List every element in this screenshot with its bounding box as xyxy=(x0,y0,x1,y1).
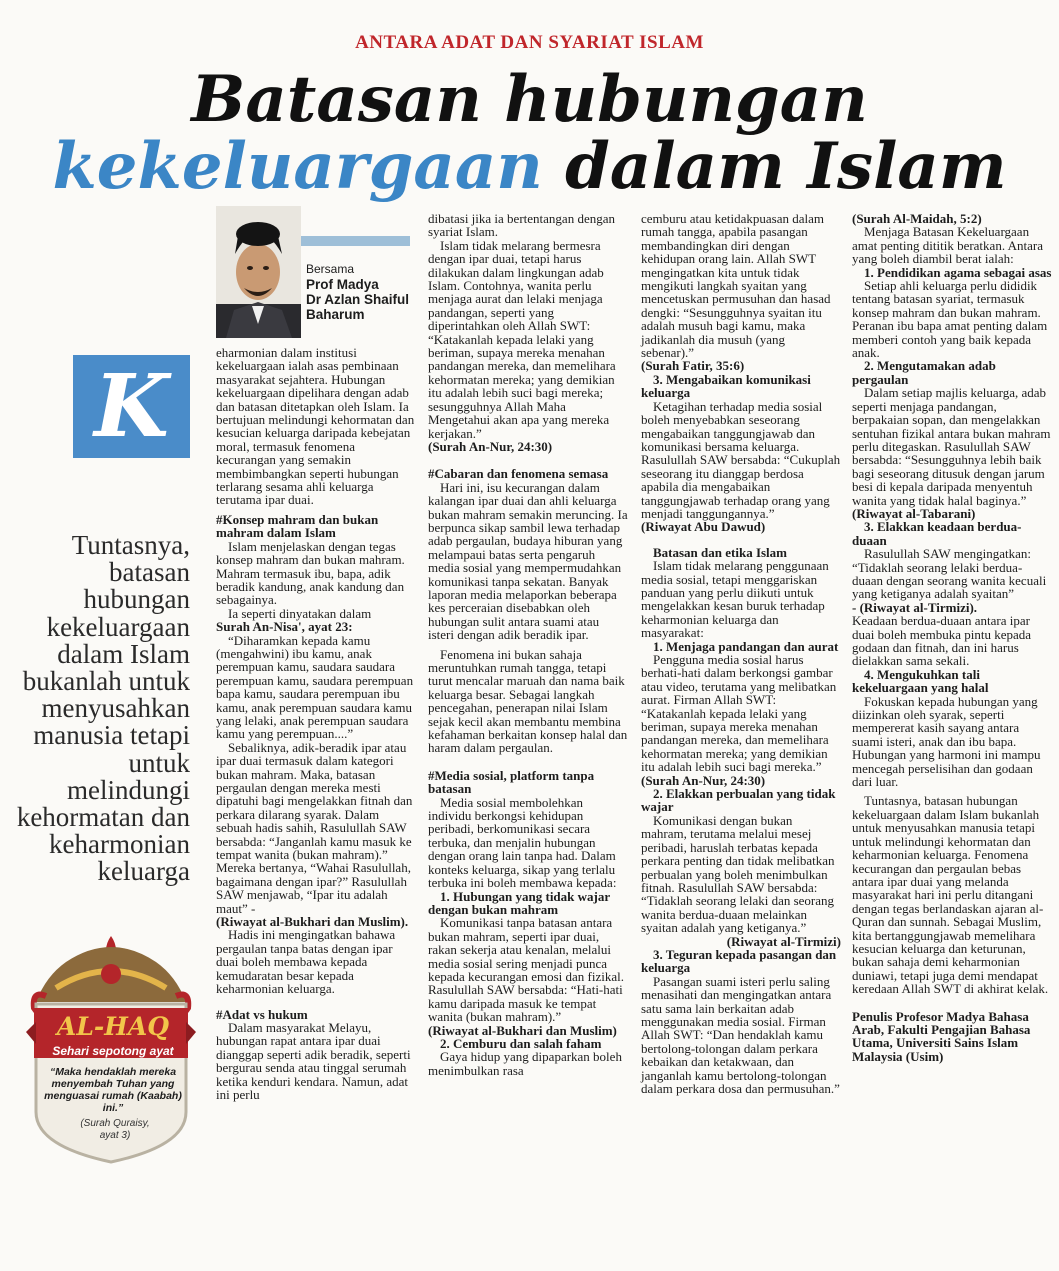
numbered-heading: 2. Cemburu dan salah faham xyxy=(440,1035,602,1051)
citation: (Riwayat Abu Dawud) xyxy=(641,519,766,535)
paragraph: Ia seperti dinyatakan dalam xyxy=(228,605,372,621)
numbered-heading: 4. Mengukuhkan tali kekeluargaan yang halal xyxy=(852,666,989,696)
paragraph: Islam tidak melarang bermesra dengan ipar duai, tetapi harus dilakukan dalam lingkungan adab Islam. Contohnya, wanita perlu menjaga aurat dan lelaki menjaga pandangan, seperti yang diperintahkan oleh Allah SWT: “Katakanlah kepada lelaki yang beriman, supaya mereka menahan pandangan mereka, dan memelihara kehormatan mereka; yang demikian itu adalah lebih suci bagi mereka; sesungguhnya Allah Maha Mengetahui akan apa yang mereka kerjakan.” xyxy=(428,237,616,441)
pull-quote: Tuntasnya, batasan hubungan kekeluargaan dalam Islam bukanlah untuk menyusahkan manusia tetapi untuk melindungi kehormatan dan keharmonian keluarga xyxy=(16,530,190,887)
paragraph: Fenomena ini bukan sahaja meruntuhkan rumah tangga, tetapi turut mencalar maruah dan nama baik keluarga besar. Sebagai langkah pencegahan, penerapan nilai Islam sejak kecil akan membantu membina kefahaman berkaitan konsep halal dan haram dalam pergaulan. xyxy=(428,646,628,756)
author-name-line-1: Prof Madya xyxy=(306,277,379,292)
paragraph: Dalam masyarakat Melayu, hubungan rapat antara ipar duai dianggap seperti adik beradik, seperti bergurau senda atau tinggal serumah ketika kenduri kendara. Namun, adat ini perlu xyxy=(216,1019,411,1102)
headline-line-2 xyxy=(0,129,1059,204)
numbered-heading: 3. Elakkan keadaan berdua-duaan xyxy=(852,519,1022,548)
al-haq-subtitle: Sehari sepotong ayat xyxy=(52,1044,174,1058)
paragraph: Dalam setiap majlis keluarga, adab seperti menjaga pandangan, berpakaian sopan, dan mengelakkan sentuhan fizikal antara bukan mahram perlu ditegaskan. Rasulullah SAW bersabda: “Sesungguhnya lebih baik bagi seseorang ditusuk dengan jarum besi di kepala daripada menyentuh wanita yang tidak halal baginya.” xyxy=(852,385,1051,508)
paragraph: Fokuskan kepada hubungan yang diizinkan oleh syarak, seperti mempererat kasih sayang antara suami isteri, anak dan ibu bapa. Hubungan yang harmoni ini mampu mencegah perselisihan dan godaan dari luar. xyxy=(852,693,1041,790)
numbered-heading: 1. Hubungan yang tidak wajar dengan bukan mahram xyxy=(428,888,610,917)
byline-label: Bersama xyxy=(306,262,355,276)
citation: (Surah Fatir, 35:6) xyxy=(641,358,745,374)
paragraph: Komunikasi dengan bukan mahram, terutama melalui mesej peribadi, haruslah terbatas kepada perkara penting dan tidak melibatkan perbualan yang boleh menimbulkan fitnah. Rasulullah SAW bersabda: “Tidaklah seorang lelaki dan seorang wanita berdua-duaan melainkan syaitan adalah yang ketiganya.” xyxy=(641,812,835,936)
subheading: Batasan dan etika Islam xyxy=(653,544,787,560)
citation: - (Riwayat al-Tirmizi). xyxy=(852,599,978,615)
paragraph: Rasulullah SAW mengingatkan: “Tidaklah seorang lelaki berdua-duaan dengan seorang wanita kecuali yang ketiganya adalah syaitan” xyxy=(852,546,1047,602)
al-haq-source: (Surah Quraisy, ayat 3) xyxy=(80,1118,150,1141)
paragraph: Sebaliknya, adik-beradik ipar atau ipar duai termasuk dalam kategori bukan mahram. Maka, batasan pergaulan dengan mereka mesti dipatuhi bagi mengelakkan fitnah dan perkara dilarang syarak. Dalam sebuah hadis sahih, Rasulullah SAW bersabda: “Janganlah kamu masuk ke tempat wanita (bukan mahram).” Mereka bertanya, “Wahai Rasulullah, bagaimana dengan ipar?” Rasulullah SAW menjawab, “Ipar itu adalah maut” - xyxy=(216,739,413,916)
al-haq-quote: “Maka hendaklah mereka menyembah Tuhan yang menguasai rumah (Kaabah) ini.” xyxy=(44,1066,182,1114)
subheading: #Konsep mahram dan bukan mahram dalam Islam xyxy=(216,511,379,541)
author-photo xyxy=(216,206,301,338)
headline-line-1: Batasan hubungan xyxy=(191,62,868,137)
article-column-3 xyxy=(641,212,841,1095)
al-haq-title: AL-HAQ xyxy=(56,1012,170,1041)
numbered-heading: 3. Mengabaikan komunikasi keluarga xyxy=(641,371,811,401)
paragraph: Gaya hidup yang dipaparkan boleh menimbulkan rasa xyxy=(428,1049,622,1078)
paragraph: Pasangan suami isteri perlu saling menasihati dan mengingatkan antara satu sama lain berkaitan adab menggunakan media sosial. Firman Allah SWT: “Dan hendaklah kamu bertolong-tolongan dalam perkara kebaikan dan ketakwaan, dan janganlah kamu bertolong-tolongan dalam perkara dosa dan permusuhan.” xyxy=(641,973,840,1096)
paragraph: Menjaga Batasan Kekeluargaan amat penting dititik beratkan. Antara yang boleh diambil berat ialah: xyxy=(852,224,1043,267)
subheading: #Cabaran dan fenomena semasa xyxy=(428,466,609,482)
paragraph: Tuntasnya, batasan hubungan kekeluargaan dalam Islam bukanlah untuk menyusahkan manusia tetapi untuk melindungi kehormatan dan keharmonian keluarga. Fenomena kecurangan dan pergaulan bebas antara ipar duai yang melanda masyarakat hari ini perlu ditangani dengan tegas berlandaskan ajaran al-Quran dan sunnah. Sebagai Muslim, kita bertanggungjawab memelihara kesucian keluarga dan keturunan, bukan sahaja demi keharmonian duniawi, tetapi juga demi mendapat keredaan Allah SWT di akhirat kelak. xyxy=(852,793,1049,997)
paragraph: eharmonian dalam institusi kekeluargaan ialah asas pembinaan masyarakat sejahtera. Hubungan kekeluargaan dipelihara dengan adab dan batasan ditetapkan oleh Islam. Ia bertujuan melindungi kehormatan dan kesucian keluarga daripada kebejatan moral, termasuk fenomena kecurangan yang semakin membimbangkan seperti hubungan terlarang sesama ahli keluarga terutama ipar duai. xyxy=(216,345,415,508)
citation: (Riwayat al-Bukhari dan Muslim). xyxy=(216,914,409,930)
paragraph: dibatasi jika ia bertentangan dengan syariat Islam. xyxy=(428,211,615,240)
citation: (Surah An-Nur, 24:30) xyxy=(428,438,553,454)
citation: (Surah Al-Maidah, 5:2) xyxy=(852,211,982,226)
article-column-2 xyxy=(428,212,628,1077)
author-name-line-3: Baharum xyxy=(306,307,365,322)
paragraph: Islam menjelaskan dengan tegas konsep mahram dan bukan mahram. Mahram termasuk ibu, bapa, adik beradik kandung, anak kandung dan sebagainya. xyxy=(216,538,405,608)
kicker: ANTARA ADAT DAN SYARIAT ISLAM xyxy=(355,32,704,53)
numbered-heading: 1. Pendidikan agama sebagai asas xyxy=(864,264,1052,280)
citation: (Riwayat al-Tirmizi) xyxy=(726,933,841,949)
paragraph: Hari ini, isu kecurangan dalam kalangan ipar duai dan ahli keluarga bukan mahram semakin meruncing. Ia berpunca sikap sambil lewa terhadap adab pergaulan, budaya hiburan yang melampaui batas serta pengaruh media sosial yang mempermudahkan komunikasi tanpa sekatan. Banyak laporan media melaporkan beberapa kes perceraian disebabkan oleh hubungan sulit antara suami atau isteri dengan adik beradik ipar. xyxy=(428,479,628,643)
paragraph: Media sosial membolehkan individu berkongsi kehidupan peribadi, berkomunikasi secara terbuka, dan menjalin hubungan dengan orang lain tanpa had. Dalam konteks keluarga, sikap yang terlalu terbuka ini boleh membawa kepada: xyxy=(428,794,617,891)
paragraph: Komunikasi tanpa batasan antara bukan mahram, seperti ipar duai, rakan sekerja atau kenalan, melalui media sosial sering menjadi punca kepada kecurangan emosi dan fizikal. Rasulullah SAW bersabda: “Hati-hati kamu daripada masuk ke tempat wanita (bukan mahram).” xyxy=(428,915,624,1025)
paragraph: Islam tidak melarang penggunaan media sosial, tetapi menggariskan panduan yang perlu diikuti untuk mengelakkan kesan buruk terhadap keharmonian keluarga dan masyarakat: xyxy=(641,558,829,641)
citation: (Riwayat al-Tabarani) xyxy=(852,505,976,521)
byline xyxy=(306,262,416,322)
numbered-heading: 1. Menjaga pandangan dan aurat xyxy=(653,638,839,654)
paragraph: Setiap ahli keluarga perlu dididik tentang batasan syariat, termasuk konsep mahram dan bukan mahram. Peranan ibu bapa amat penting dalam memberi contoh yang baik kepada anak. xyxy=(852,278,1048,361)
author-credit: Penulis Profesor Madya Bahasa Arab, Fakulti Pengajian Bahasa Utama, Universiti Sains Islam Malaysia (Usim) xyxy=(852,1008,1031,1064)
article-column-1 xyxy=(216,346,416,1101)
paragraph: Ketagihan terhadap media sosial boleh menyebabkan seseorang mengabaikan tanggungjawab dan komunikasi bersama keluarga. Rasulullah SAW bersabda: “Cukuplah seseorang itu dianggap berdosa apabila dia mengabaikan tanggungjawab terhadap orang yang menjadi tanggungannya.” xyxy=(641,398,841,521)
numbered-heading: 2. Elakkan perbualan yang tidak wajar xyxy=(641,786,836,815)
paragraph: Hadis ini mengingatkan bahawa pergaulan tanpa batas dengan ipar duai boleh membawa kepada kemudaratan besar kepada keharmonian keluarga. xyxy=(216,927,396,997)
paragraph: Keadaan berdua-duaan antara ipar duai boleh membuka pintu kepada godaan dan fitnah, dan ini harus dielakkan sama sekali. xyxy=(852,613,1032,669)
quote-paragraph: “Diharamkan kepada kamu (mengahwini) ibu kamu, anak perempuan kamu, saudara saudara perempuan kamu, saudara perempuan bapa kamu, saudara perempuan ibu kamu, anak perempuan saudara kamu yang lelaki, anak perempuan saudara kamu yang perempuan....” xyxy=(216,632,414,742)
citation: (Riwayat al-Bukhari dan Muslim) xyxy=(428,1022,617,1038)
drop-cap: K xyxy=(73,355,190,458)
paragraph: Pengguna media sosial harus berhati-hati dalam berkongsi gambar atau video, terutama yang melibatkan aurat. Firman Allah SWT: “Katakanlah kepada lelaki yang beriman, supaya mereka menahan pandangan mereka, dan memelihara kehormatan mereka; yang demikian itu adalah lebih suci bagi mereka.” xyxy=(641,652,837,775)
author-name-line-2: Dr Azlan Shaiful xyxy=(306,292,410,307)
numbered-heading: 2. Mengutamakan adab pergaulan xyxy=(852,358,996,387)
headline-rest: dalam Islam xyxy=(565,129,1007,204)
subheading: #Adat vs hukum xyxy=(216,1006,308,1022)
citation: (Surah An-Nur, 24:30) xyxy=(641,772,766,788)
headline-highlight: kekeluargaan xyxy=(52,129,543,204)
article-column-4 xyxy=(852,212,1052,1063)
citation: Surah An-Nisa', ayat 23: xyxy=(216,619,353,635)
subheading: #Media sosial, platform tanpa batasan xyxy=(428,767,595,797)
numbered-heading: 3. Teguran kepada pasangan dan keluarga xyxy=(641,946,837,976)
paragraph: cemburu atau ketidakpuasan dalam rumah tangga, apabila pasangan membandingkan diri dengan kehidupan orang lain. Allah SWT mengingatkan kita untuk tidak mengikuti langkah syaitan yang mencetuskan permusuhan dan hasad dengki: “Sesungguhnya syaitan itu adalah musuh bagi kamu, maka jadikanlah dia musuh (yang sebenar).” xyxy=(641,211,831,361)
